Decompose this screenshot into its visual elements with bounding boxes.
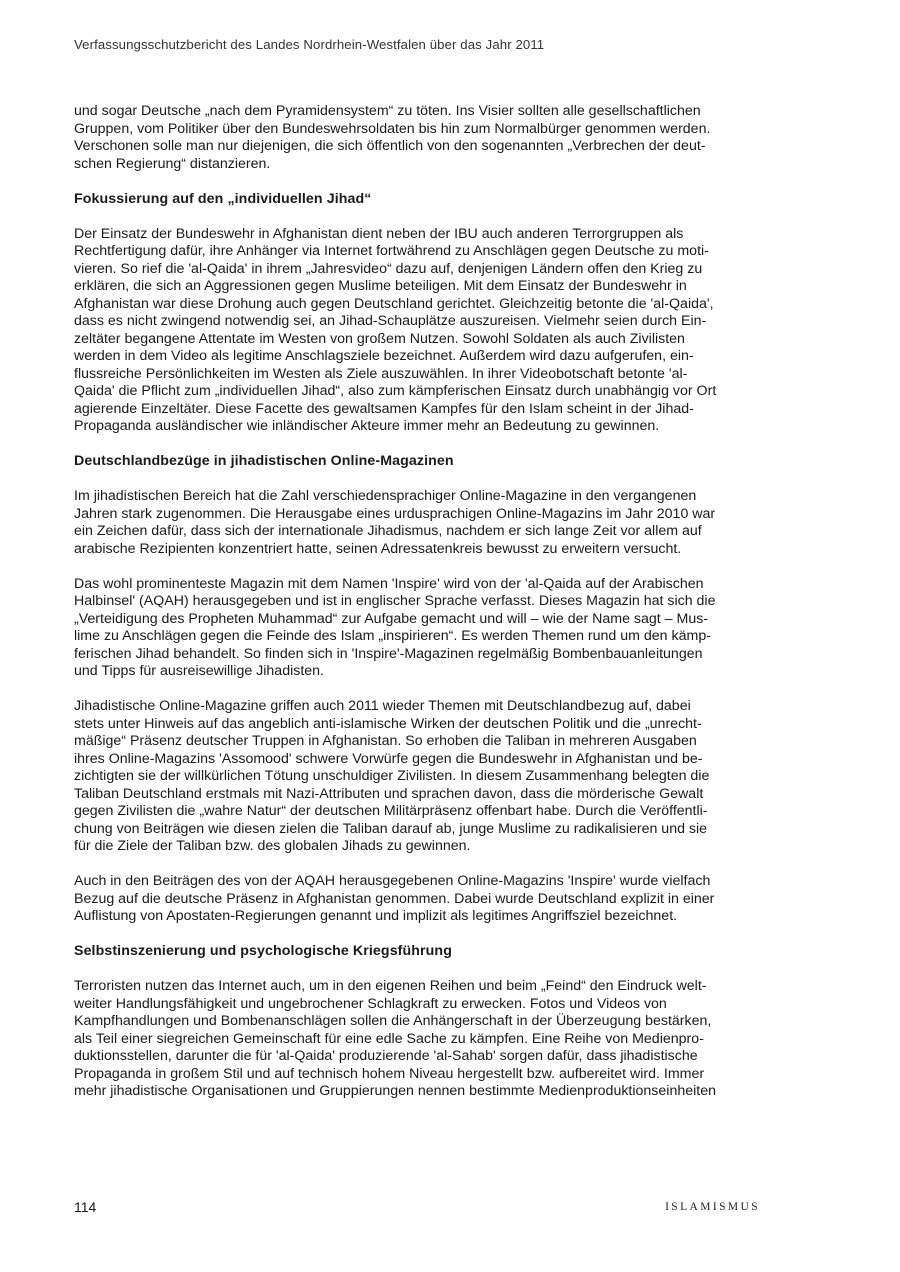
- paragraph: Das wohl prominenteste Magazin mit dem Namen 'Inspire' wird von der 'al-Qaida auf der Arabischen Halbinsel' (AQAH) herausgegeben und ist in englischer Sprache verfasst. Dieses Magazin hat sich die „Verteidigung des Propheten Muhammad“ zur Aufgabe gemacht und will – wie der Name sagt – Mus- lime zu Anschlägen gegen die Feinde des Islam „inspirieren“. Es werden Themen rund um den kämp- ferischen Jihad behandelt. So finden sich in 'Inspire'-Magazinen regelmäßig Bombenbauanleitungen und Tipps für ausreisewillige Jihadisten.: [74, 575, 716, 679]
- intro-paragraph: und sogar Deutsche „nach dem Pyramidensystem“ zu töten. Ins Visier sollten alle gesellschaftlichen Gruppen, vom Politiker über den Bundeswehrsoldaten bis hin zum Normalbürger genommen werden. Verschonen solle man nur diejenigen, die sich öffentlich von den sogenannten „Verbrechen der deut- schen Regierung“ distanzieren.: [74, 103, 711, 172]
- paragraph: Terroristen nutzen das Internet auch, um in den eigenen Reihen und beim „Feind“ den Eindruck welt- weiter Handlungsfähigkeit und ungebrochener Schlagkraft zu erwecken. Fotos und Videos von Kampfhandlungen und Bombenanschlägen sollen die Anhängerschaft in der Überzeugung bestärken, als Teil einer siegreichen Gemeinschaft für eine edle Sache zu kämpfen. Eine Reihe von Medienpro- duktionsstellen, darunter die für 'al-Qaida' produzierende 'al-Sahab' sorgen dafür, dass jihadistische Propaganda in großem Stil und auf technisch hohem Niveau hergestellt bzw. aufbereitet wird. Immer mehr jihadistische Organisationen und Gruppierungen nennen bestimmte Medienproduktionseinheiten: [74, 978, 716, 1099]
- section-heading-online-magazines: Deutschlandbezüge in jihadistischen Online-Magazinen: [74, 453, 454, 469]
- paragraph: Auch in den Beiträgen des von der AQAH herausgegebenen Online-Magazins 'Inspire' wurde vielfach Bezug auf die deutsche Präsenz in Afghanistan genommen. Dabei wurde Deutschland explizit in einer Auflistung von Apostaten-Regierungen genannt und implizit als legitimes Angriffsziel bezeichnet.: [74, 873, 715, 924]
- paragraph: Der Einsatz der Bundeswehr in Afghanistan dient neben der IBU auch anderen Terrorgruppen als Rechtfertigung dafür, ihre Anhänger via Internet fortwährend zu Anschlägen gegen Deutsche zu moti- vieren. So rief die 'al-Qaida' in ihrem „Jahresvideo“ dazu auf, denjenigen Ländern offen den Krieg zu erklären, die sich an Aggressionen gegen Muslime beteiligen. Mit dem Einsatz der Bundeswehr in Afghanistan war diese Drohung auch gegen Deutschland gerichtet. Gleichzeitig betonte die 'al-Qaida', dass es nicht zwingend notwendig sei, an Jihad-Schauplätze auszureisen. Vielmehr seien durch Ein- zeltäter begangene Attentate im Westen von großem Nutzen. Sowohl Soldaten als auch Zivilisten werden in dem Video als legitime Anschlagsziele bezeichnet. Außerdem wird dazu aufgerufen, ein- flussreiche Persönlichkeiten im Westen als Ziele auszuwählen. In ihrer Videobotschaft betonte 'al- Qaida' die Pflicht zum „individuellen Jihad“, also zum kämpferischen Einsatz durch unabhängig vor Ort agierende Einzeltäter. Diese Facette des gewaltsamen Kampfes für den Islam scheint in der Jihad- Propaganda ausländischer wie inländischer Akteure immer mehr an Bedeutung zu gewinnen.: [74, 225, 717, 434]
- page-content: [74, 103, 764, 1118]
- running-header: Verfassungsschutzbericht des Landes Nordrhein-Westfalen über das Jahr 2011: [74, 37, 545, 52]
- paragraph: Im jihadistischen Bereich hat die Zahl verschiedensprachiger Online-Magazine in den vergangenen Jahren stark zugenommen. Die Herausgabe eines urdusprachigen Online-Magazins im Jahr 2010 war ein Zeichen dafür, dass sich der internationale Jihadismus, nachdem er sich lange Zeit vor allem auf arabische Rezipienten konzentriert hatte, seinen Adressatenkreis bewusst zu erweitern versucht.: [74, 488, 716, 557]
- page-number: 114: [74, 1199, 97, 1215]
- section-heading-individual-jihad: Fokussierung auf den „individuellen Jihad“: [74, 190, 372, 207]
- footer-section-label: ISLAMISMUS: [665, 1201, 760, 1213]
- paragraph: Jihadistische Online-Magazine griffen auch 2011 wieder Themen mit Deutschlandbezug auf, dabei stets unter Hinweis auf das angeblich anti-islamische Wirken der deutschen Politik und die „unrecht- mäßige“ Präsenz deutscher Truppen in Afghanistan. So erhoben die Taliban in mehreren Ausgaben ihres Online-Magazins 'Assomood' schwere Vorwürfe gegen die Bundeswehr in Afghanistan und be- zichtigten sie der willkürlichen Tötung unschuldiger Zivilisten. In diesem Zusammenhang belegten die Taliban Deutschland erstmals mit Nazi-Attributen und sprachen davon, dass die mörderische Gewalt gegen Zivilisten die „wahre Natur“ der deutschen Militärpräsenz offenbart habe. Durch die Veröffentli- chung von Beiträgen wie diesen zielen die Taliban darauf ab, junge Muslime zu radikalisieren und sie für die Ziele der Taliban bzw. des globalen Jihads zu gewinnen.: [74, 698, 710, 854]
- section-heading-psychological-warfare: Selbstinszenierung und psychologische Kriegsführung: [74, 943, 452, 959]
